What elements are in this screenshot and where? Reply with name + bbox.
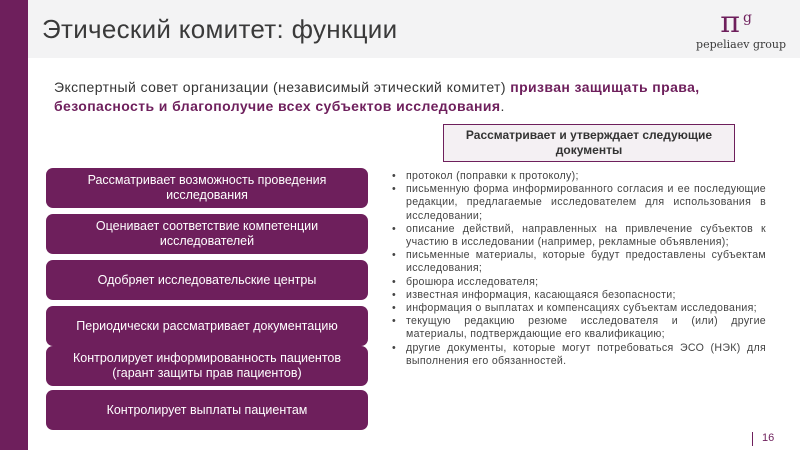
intro-lead: Экспертный совет организации (независимый этический комитет) (54, 79, 511, 95)
function-item-assess-competence: Оценивает соответствие компетенции исследователей (46, 214, 368, 254)
logo-symbol: π (720, 5, 740, 40)
page-number-divider (752, 432, 753, 446)
document-item: • письменные материалы, которые будут предоставлены субъектам исследования; (392, 249, 766, 275)
documents-header-box: Рассматривает и утверждает следующие документы (443, 124, 735, 162)
document-item: • текущую редакцию резюме исследователя и (или) другие материалы, подтверждающие его квалификацию; (392, 315, 766, 341)
function-item-control-payments: Контролирует выплаты пациентам (46, 390, 368, 430)
page-number: 16 (762, 432, 775, 444)
company-logo (676, 5, 786, 52)
document-item: • брошюра исследователя; (392, 276, 766, 289)
function-item-control-informed-consent: Контролирует информированность пациентов (гарант защиты прав пациентов) (46, 346, 368, 386)
logo-text: pepeliaev group (696, 38, 786, 51)
function-item-review-documentation: Периодически рассматривает документацию (46, 306, 368, 346)
document-item: • письменную форма информированного согласия и ее последующие редакции, предлагаемые исследователем для использования в исследовании; (392, 183, 766, 223)
intro-end: . (500, 98, 505, 114)
document-item: • описание действий, направленных на привлечение субъектов к участию в исследовании (например, рекламные объявления); (392, 223, 766, 249)
function-item-review-feasibility: Рассматривает возможность проведения исследования (46, 168, 368, 208)
left-accent-band (0, 0, 28, 450)
intro-highlight: призван защищать права, безопасность и благополучие всех субъектов исследования (54, 79, 700, 114)
slide-title: Этический комитет: функции (42, 14, 398, 44)
document-item: • протокол (поправки к протоколу); (392, 170, 766, 183)
logo-superscript: g (743, 10, 752, 26)
document-item: • информация о выплатах и компенсациях субъектам исследования; (392, 302, 766, 315)
document-item: • известная информация, касающаяся безопасности; (392, 289, 766, 302)
intro-paragraph (54, 78, 766, 116)
document-item: • другие документы, которые могут потребоваться ЭСО (НЭК) для выполнения его обязанностей. (392, 342, 766, 368)
function-item-approve-centers: Одобряет исследовательские центры (46, 260, 368, 300)
documents-list (392, 170, 766, 368)
